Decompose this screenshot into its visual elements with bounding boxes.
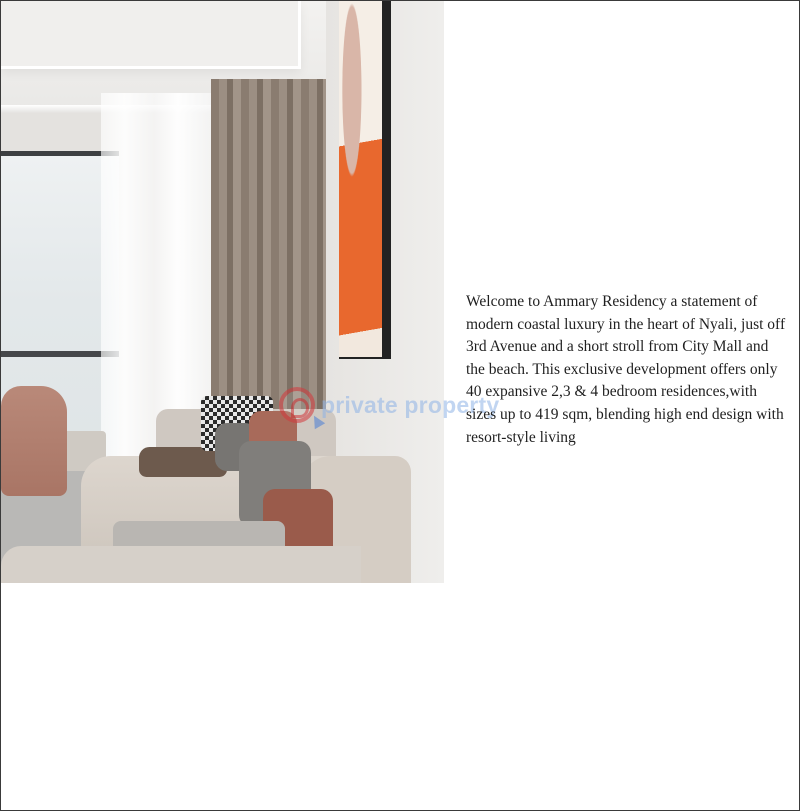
drape-curtain (211, 79, 329, 424)
watermark-text: private property (321, 391, 500, 418)
throw-blanket (139, 447, 227, 477)
wall-painting (339, 1, 391, 359)
ceiling-recess (1, 1, 301, 69)
private-property-logo-icon (279, 387, 315, 423)
sofa-front (1, 546, 361, 583)
interior-photo[interactable] (1, 1, 444, 583)
armchair (1, 386, 67, 496)
listing-description: Welcome to Ammary Residency a statement of modern coastal luxury in the heart of Nyali, just off 3rd Avenue and a short stroll from City Mall and the beach. This exclusive development offers only 40 expansive 2,3 & 4 bedroom residences,with sizes up to 419 sqm, blending high end design with resort-style living (466, 293, 786, 446)
